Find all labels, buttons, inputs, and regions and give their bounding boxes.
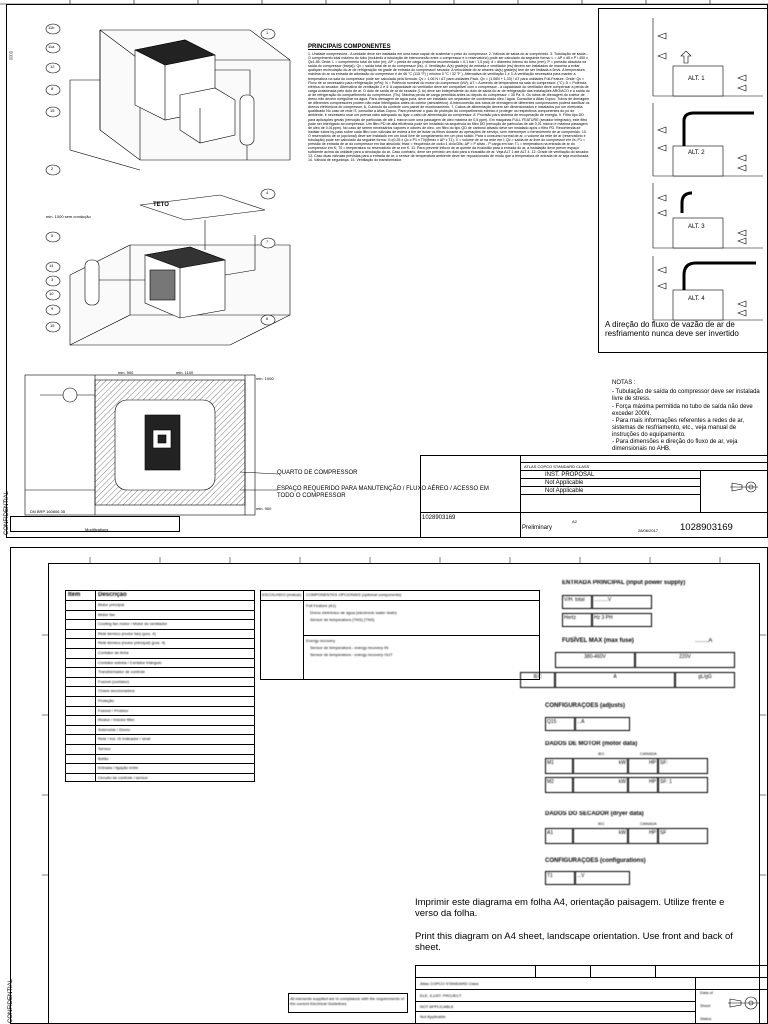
callout-7: 7 <box>260 236 276 254</box>
callout-3: 3 <box>45 274 61 292</box>
optional-line-5: Energy recovery <box>306 638 336 643</box>
component-table-row: Sensor <box>98 746 111 751</box>
callout-6: 6 <box>260 313 276 331</box>
print-instruction-pt: Imprimir este diagrama em folha A4, orientação paisagem. Utilize frente e verso da folha. <box>415 897 725 919</box>
motor-title: DADOS DE MOTOR (motor data) <box>545 741 638 747</box>
component-table-row-line <box>65 706 255 707</box>
component-table-row-line <box>65 667 255 668</box>
left-margin-text: ▯▯▯▯ <box>8 51 13 60</box>
config-q15: Q15 <box>545 717 575 731</box>
component-table-row-line <box>65 686 255 687</box>
notes-title: NOTAS : <box>612 380 636 386</box>
tb2-line-1: Atlas COPCO STANDARD Class <box>420 981 479 986</box>
iec-fuse-type: gL/gG <box>675 672 735 688</box>
tb2-line-3: NOT APPLICABLE <box>420 1004 454 1009</box>
component-table-row-line <box>65 754 255 755</box>
component-table-row: Botão <box>98 755 109 761</box>
tb1-date: 28/06/2017 <box>638 528 659 533</box>
callout-2: 2 <box>45 163 61 181</box>
entrada-voltage-value: ..........V <box>592 595 652 609</box>
optional-line-1: Full Feature (A1) <box>306 603 337 608</box>
fusivel-value: ........A <box>695 638 713 644</box>
component-table-row-line <box>65 763 255 764</box>
entrada-title: ENTRADA PRINCIPAL (input power supply) <box>562 580 686 586</box>
note-2: - Força máxima permitida no tubo de saída não deve exceder 200N. <box>612 404 753 417</box>
tb1-sheet-ref: 1028903169 <box>422 515 456 521</box>
tb2-line-4: Not Applicable <box>420 1014 446 1019</box>
component-table-row-line <box>65 744 255 745</box>
optional-header-right: COMPONENTES OPCIONAIS (optional components) <box>306 592 402 597</box>
tb2-line-2: ELE. ILUST. PROJECT <box>420 993 462 998</box>
confidential-label-2: CONFIDENTIAL <box>8 978 14 1023</box>
motor-m1: M1 <box>545 758 573 774</box>
flow-direction-note: A direção do fluxo de vazão de ar de resfriamento nunca deve ser invertido <box>605 320 739 338</box>
components-title: PRINCIPAIS COMPONENTES <box>308 44 391 50</box>
compressor-room-plan <box>20 370 280 520</box>
secador-head-canada: CANADA <box>640 821 657 826</box>
component-table-row: Proteção <box>98 698 115 703</box>
config2-t1-value: ...V <box>575 871 630 885</box>
tb1-inst-proposal: INST. PROPOSAL <box>545 472 595 478</box>
dim-min1100: min. 1100 <box>176 370 194 375</box>
callout-8: 8 <box>45 83 61 101</box>
component-table-row: Chave seccionadora <box>98 688 135 694</box>
component-table-row-line <box>65 677 255 678</box>
component-table-row-line <box>65 696 255 697</box>
component-table-header-item: Item <box>68 592 81 598</box>
component-table-row: Entrada / ligação entre <box>98 765 139 771</box>
secador-a1-kw: kW <box>573 828 628 844</box>
callout-15: 15 <box>45 105 61 123</box>
dim-min1000: min. 1000 <box>256 376 274 381</box>
component-table-row-line <box>65 725 255 726</box>
component-table-header-desc: Descrição <box>98 592 127 598</box>
component-table-row: Transformador de controle <box>98 669 145 675</box>
component-table-row: Reator / Indutor filter <box>98 717 135 723</box>
component-table-row: Circuito de controle / sensor <box>98 774 148 780</box>
component-table-row: Relé térmico (motor principal) (pos. 4) <box>98 640 166 646</box>
iec-label: IEC <box>520 672 555 688</box>
callout-11b: 11b <box>45 22 61 40</box>
fusivel-volt-220: 220V <box>635 652 735 668</box>
secador-head-iec: IEC <box>598 821 605 826</box>
teto-label: TETO <box>153 202 169 208</box>
tb2-right-2: Sheet <box>700 1003 711 1008</box>
component-table-row-line <box>65 619 255 620</box>
tb1-not-applicable-1: Not Applicable <box>545 480 584 486</box>
dn-brp: DN BRP 160606 35 <box>30 509 66 514</box>
component-table-row: Relé / Ind. IS Indicador / sinal <box>98 736 151 742</box>
motor-m2-kw: kW <box>573 777 628 793</box>
component-table-row-line <box>65 734 255 735</box>
revision-header: Modifications <box>85 527 109 532</box>
fusivel-volt-380: 380-460V <box>555 652 635 668</box>
component-table-row-line <box>65 629 255 630</box>
component-table-row-line <box>65 715 255 716</box>
config-title: CONFIGURAÇÕES (adjusts) <box>545 703 626 709</box>
projection-symbol-icon <box>730 480 760 494</box>
tb1-not-applicable-2: Not Applicable <box>545 488 584 494</box>
config2-t1: T1 <box>545 871 575 885</box>
tb1-doc-number: 1028903169 <box>680 522 733 533</box>
config2-title: CONFIGURAÇÕES (configurations) <box>545 858 646 864</box>
alt-diagrams <box>598 8 768 328</box>
component-table-row: Cooling fan motor / Motor do ventilador <box>98 621 168 627</box>
callout-15b: 15 <box>45 320 61 338</box>
entrada-hertz-label: Hertz <box>562 613 592 627</box>
component-table-row: Relé térmico (motor fan) (pos. 4) <box>98 630 156 636</box>
projection-symbol-icon-2 <box>728 995 762 1011</box>
optional-line-2: Dreno eletrônico de água (electronic water drain) <box>310 610 397 615</box>
component-table-row-line <box>65 600 255 601</box>
dim-min900-a: min. 900 <box>118 370 134 375</box>
component-table-row: Motor principal <box>98 602 125 607</box>
components-text: 1. Unidade compressora - A unidade deve ser instalada em uma base capaz de sustentar o peso do compressor. 2. Válvula de saída do ar comprimido. 3. Tubulação de saída - O comprimento total máximo do tubo (incluindo a tubulação de interconexão entre o compressor e o reservatório) pode ser calculado da seguinte forma: L = ΔP x d5 x P / 450 x Qc1.85. Onde: L = comprimento total do tubo (m); ΔP = perda de carga (máxima recomendada = 0,1 bar / 1,5 psi); d = diâmetro interno do tubo (mm); P = pressão absoluta na saída do compressor (bar(a)); Qc = saída total de ar do compressor (l/s). 4. Ventilação: A(s) grade(s) de entrada e ventilador (es) devem ser instalados de maneira a evitar qualquer recirculação do ar de refrigeração na grade de entrada do compressor/ secador. A velocidade do ar através da(s) grade(s) tem de ser limitada a 5m/s. A temperatura máxima do ar na entrada de admissão do compressor é de 46 °C (115 °F) ( mínimo 0 °C / 32 °F ). Alternativa de ventilação 1 e 3: A ventilação necessária para manter a temperatura na sala do compressor pode ser calculada pela fórmula: Qv = 1,06 N / ΔT para unidades Pack. Qv = (1,06N + 1,33) / ΔT para unidades Full-Feature. Onde: Qv = Fluxo de ar necessário para refrigeração (m³/s); N = Potência nominal do motor do compressor (kW); ΔT = Aumento de temperatura na sala do compressor. (°C); D = Potência elétrica do secador. Alternativa de ventilação 2 e 4: A capacidade do ventilador deve ser compatível com o compressor - a capacidade do ventilador deve compensar a perda de carga ocasionada pelo duto de ar. O duto de saída de ar do secador (1 to) deve ser independente do duto de saída do ar de refrigeração das instalações ARO/ACO e a saída do ar de refrigeração do compartimento do compressor. (TIs). Máxima perda de carga permitida antes ou depois do compressor = 30 Pa. 5. Os tubos de drenagem do coletor de dreno não devem mergulhar na água. Para drenagem de água pura, deve ser instalado um separador de condensado óleo / água. Consultar a Atlas Copco. Tubos de drenagem de diferentes compressores podem não estar interligados antes do coletor (atmosférico). A interconexão dos tubos de drenagem de diferentes compressores poderá danificar os drenos eletrônicos do compressor. 6. Cubículo do controle com painel de monitoramento. 7. Cabos de alimentação devem ser dimensionados e instalados por um eletricista qualificado No caso de rede IT, consultar a Atlas Copco. Para preservar o grau de proteção do compartimento elétrico e proteger os respectivos componentes do pó do ambiente, é necessário usar um prensa cabo adequado ao ligar o cabo de alimentação ao compressor. 8. Provisão para sistema de recuperação de energia. 9. Filtro tipo DD para aplicações gerais (remoção de partículas de até 1 micron com uma passagem de óleo máxima de 0,5 ppm). Em máquinas FULL FEATURE (secador integrado), este filtro pode ser interligado ao compressor. Um filtro PD de alta eficiência pode ser instalado na sequência do filtro DD (remoção de partículas de até 0,01 micron e máxima passagem de óleo de 0,01ppm). No caso de serem necessários vapores e odores de óleo, um filtro do tipo QD de carbono ativado deve ser instalado após o filtro PD. Recomenda-se instalar tubos by-pass sobre cada filtro com válvulas de esfera a fim de isolar os filtros durante as operações de serviço, sem interromper o fornecimento de ar comprimido. 10. O reservatório de ar (opcional) deve ser instalado em um local livre de congelamento em um piso sólido. Para o consumo normal de ar, o volume da rede de ar (reservatório e tubulação) pode ser calculado da seguinte forma: V=(0,25 x Qc x P1 x T0)/(fmax x ΔP x T1). V = volume de ar na rede em l; Qc = saída de ar livre do compressor em l/s; P1 = pressão de entrada de ar do compressor em bar absoluta; fmax = frequência de ciclo=1 ciclo/30s; ΔP = P alívio - P carga em bar; T1 = temperatura na entrada de ar do compressor em K; T0 = temperatura no reservatório de ar em K. 11. Para prevenir influxo de ar quente da exaustão para a entrada do ar, a instalação deve prever espaço suficiente acima da unidade para a circulação do ar. Caso contrário, deve ser previsto um duto para a exaustão de ar. Veja ALT 1 até ALT 4. 12. Grade de ventilação do secador. 13. Caso duas válvulas previstas para a entrada de ar, o sensor de temperatura ambiente deve ser reposicionado de modo que a temperatura de entrada de ar seja monitorada. 14. Válvula de segurança. 15. Ventilação do transformador. <box>308 52 590 163</box>
alt-2-label: ALT. 2 <box>688 150 705 156</box>
callout-5: 5 <box>45 230 61 248</box>
leader-lines <box>240 470 280 495</box>
alt-4-label: ALT. 4 <box>688 296 705 302</box>
entrada-voltage-label: V/H. total <box>562 595 592 609</box>
footnote-text: All elements supplied are in compliance with the requirements of the current Electrical Guidelines <box>290 996 405 1006</box>
min1000-no-duct-label: min. 1000 sem condução <box>46 214 91 219</box>
tb1-rev: A2 <box>572 519 577 524</box>
callout-4: 4 <box>260 187 276 205</box>
note-4: - Para dimensões e direção do fluxo de ar, veja dimensionais no AHB. <box>612 439 738 452</box>
label-espaco-requerido: ESPAÇO REQUERIDO PARA MANUTENÇÃO / FLUXO AÉREO / ACESSO EM TODO O COMPRESSOR <box>277 486 489 499</box>
print-instruction-en: Print this diagram on A4 sheet, landscape orientation. Use front and back of sheet. <box>415 931 733 953</box>
component-table-row: Contator estrela / Contator triângulo <box>98 659 162 665</box>
callout-9: 9 <box>45 303 61 321</box>
component-table-row-line <box>65 773 255 774</box>
component-table-row: Fusível / Protetor <box>98 707 129 713</box>
callout-12: 12 <box>45 61 61 79</box>
component-table-row-line <box>65 658 255 659</box>
secador-a1-sf: SF <box>658 828 708 844</box>
config-q15-value: ...A <box>575 717 630 731</box>
callout-14: 14 <box>45 260 61 278</box>
note-1: - Tubulação de saída do compressor deve ser instalada livre de stress. <box>612 389 760 402</box>
optional-line-7: Sensor de temperatura - energy recovery OUT <box>310 652 393 657</box>
note-3: - Para mais informações referentes a redes de ar, sistemas de resfriamento, etc., veja manual de instruções do equipamento. <box>612 418 745 438</box>
tb1-status: Preliminary <box>522 525 553 531</box>
motor-m1-sf: SF: <box>658 758 708 774</box>
secador-a1-hp: HP <box>628 828 658 844</box>
motor-head-iec: IEC <box>598 751 605 756</box>
secador-a1: A1 <box>545 828 573 844</box>
tb2-right-3: Status <box>700 1016 712 1021</box>
motor-m2-hp: HP <box>628 777 658 793</box>
motor-head-canada: CANADA <box>640 751 657 756</box>
tb2-right-1: Data of <box>700 990 713 995</box>
optional-line-3: Sensor de temperatura (TNS) (TNS) <box>310 617 375 622</box>
tb1-company: ATLAS COPCO STANDARD CLASS <box>524 464 590 469</box>
confidential-label-1: CONFIDENTIAL <box>4 490 10 535</box>
fusivel-title: FUSÍVEL MAX (max fuse) <box>562 638 634 644</box>
component-table-row: Fusível (contator) <box>98 678 130 684</box>
drawing-sheet-2 <box>0 545 768 1024</box>
motor-m1-hp: HP <box>628 758 658 774</box>
component-table-row-line <box>65 610 255 611</box>
entrada-hertz-value: Hz 3 PH <box>592 613 652 627</box>
component-table-row: Motor fan <box>98 611 115 617</box>
component-table-row: Contator de linha <box>98 650 129 655</box>
alt-3-label: ALT. 3 <box>688 224 705 230</box>
motor-m2-sf: SF: 1 <box>658 777 708 793</box>
alt-1-label: ALT. 1 <box>688 76 705 82</box>
component-table-row-line <box>65 638 255 639</box>
motor-m1-kw: kW <box>573 758 628 774</box>
optional-header-left: ESCOLHIDO (Indicar) <box>262 592 302 597</box>
motor-m2: M2 <box>545 777 573 793</box>
optional-line-6: Sensor de temperatura - energy recovery IN <box>310 645 389 650</box>
component-table-row: Solenoide / Dreno <box>98 726 131 732</box>
secador-title: DADOS DO SECADOR (dryer data) <box>545 811 644 817</box>
dim-min900-b: min. 900 <box>256 506 272 511</box>
callout-11a: 11a <box>45 41 61 59</box>
callout-1: 1 <box>260 27 276 45</box>
label-quarto-compressor: QUARTO DE COMPRESSOR <box>277 470 358 476</box>
iec-amps: A <box>555 672 675 688</box>
component-table-row-line <box>65 648 255 649</box>
title-block-2 <box>415 965 768 1024</box>
callout-10: 10 <box>45 288 61 306</box>
